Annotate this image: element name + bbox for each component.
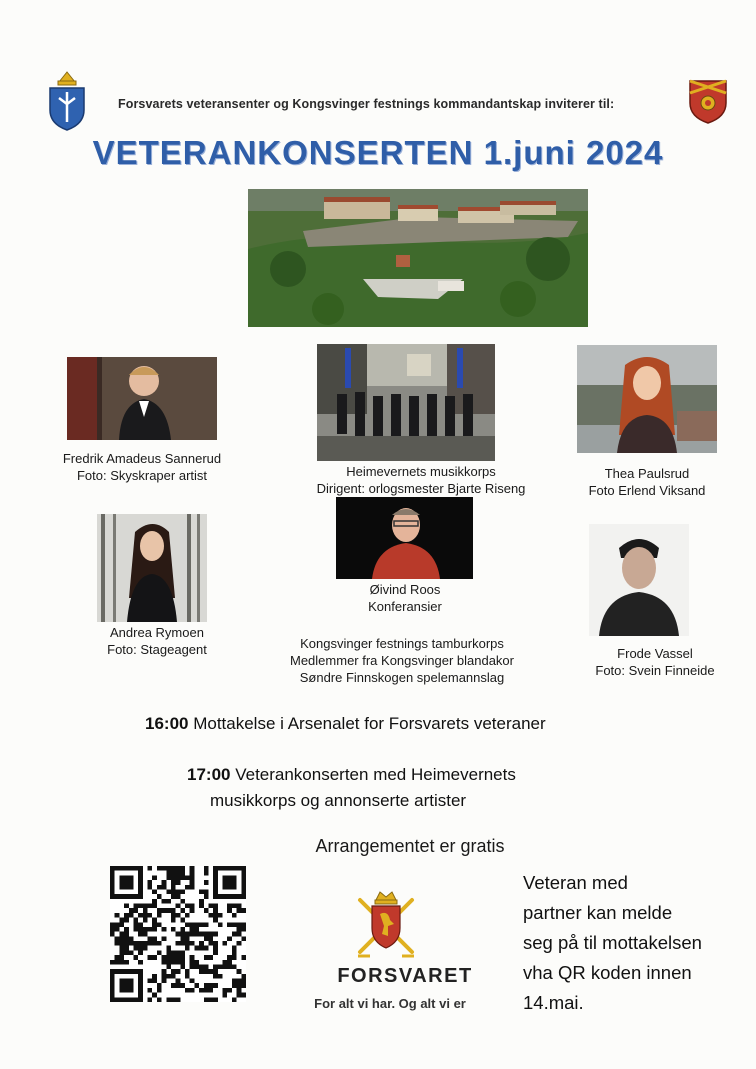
- registration-line: Veteran med: [523, 872, 628, 893]
- forsvaret-crest-icon: [354, 890, 418, 960]
- thea-caption: [547, 465, 747, 499]
- registration-line: vha QR koden innen: [523, 962, 692, 983]
- oivind-roos-photo: [336, 497, 473, 579]
- kongsvinger-festning-emblem-icon: [688, 79, 728, 125]
- fredrik-name: Fredrik Amadeus Sannerud: [62, 451, 222, 466]
- oivind-credit: Konferansier: [368, 599, 442, 614]
- schedule-time: 17:00: [187, 765, 231, 784]
- other-acts-list: [252, 635, 552, 686]
- forsvaret-brand: FORSVARET: [337, 965, 473, 987]
- andrea-caption: [57, 624, 257, 658]
- schedule-item-reception: [145, 714, 546, 734]
- fredrik-credit: Foto: Skyskraper artist: [76, 468, 208, 483]
- forsvaret-tagline: For alt vi har. Og alt vi er: [314, 996, 466, 1011]
- thea-credit: Foto Erlend Viksand: [588, 483, 706, 498]
- andrea-name: Andrea Rymoen: [110, 625, 204, 640]
- other-act-item: Medlemmer fra Kongsvinger blandakor: [290, 653, 514, 668]
- fredrik-sannerud-photo: [67, 357, 217, 440]
- heimevernets-musikkorps-photo: [317, 344, 495, 461]
- frode-credit: Foto: Svein Finneide: [595, 663, 715, 678]
- intro-text: Forsvarets veteransenter og Kongsvinger festnings kommandantskap inviterer til:: [118, 97, 615, 111]
- musikkorps-credit: Dirigent: orlogsmester Bjarte Riseng: [316, 481, 526, 496]
- fredrik-caption: [42, 450, 242, 484]
- schedule-text: Mottakelse i Arsenalet for Forsvarets veteraner: [188, 714, 546, 733]
- event-title: VETERANKONSERTEN 1.juni 2024: [92, 134, 664, 171]
- thea-paulsrud-photo: [577, 345, 717, 453]
- musikkorps-name: Heimevernets musikkorps: [346, 464, 496, 479]
- schedule-time: 16:00: [145, 714, 189, 733]
- registration-line: partner kan melde: [523, 902, 673, 923]
- qr-code: [110, 866, 246, 1002]
- veteransenter-emblem-icon: [47, 68, 87, 132]
- other-act-item: Kongsvinger festnings tamburkorps: [300, 636, 504, 651]
- other-act-item: Søndre Finnskogen spelemannslag: [299, 670, 505, 685]
- musikkorps-caption: [291, 463, 551, 497]
- registration-line: 14.mai.: [523, 992, 584, 1013]
- thea-name: Thea Paulsrud: [604, 466, 690, 481]
- andrea-rymoen-photo: [97, 514, 207, 622]
- fortress-aerial-photo: [248, 189, 588, 327]
- frode-name: Frode Vassel: [617, 646, 693, 661]
- oivind-caption: [305, 581, 505, 615]
- registration-text: [523, 868, 702, 1018]
- registration-line: seg på til mottakelsen: [523, 932, 702, 953]
- andrea-credit: Foto: Stageagent: [107, 642, 207, 657]
- frode-vassel-photo: [589, 524, 689, 636]
- frode-caption: [555, 645, 755, 679]
- free-admission-text: Arrangementet er gratis: [315, 836, 505, 856]
- schedule-text: Veterankonserten med Heimevernets: [230, 765, 516, 784]
- oivind-name: Øivind Roos: [369, 582, 441, 597]
- schedule-item-concert: [187, 765, 516, 785]
- schedule-item-concert-line2: musikkorps og annonserte artister: [210, 791, 467, 810]
